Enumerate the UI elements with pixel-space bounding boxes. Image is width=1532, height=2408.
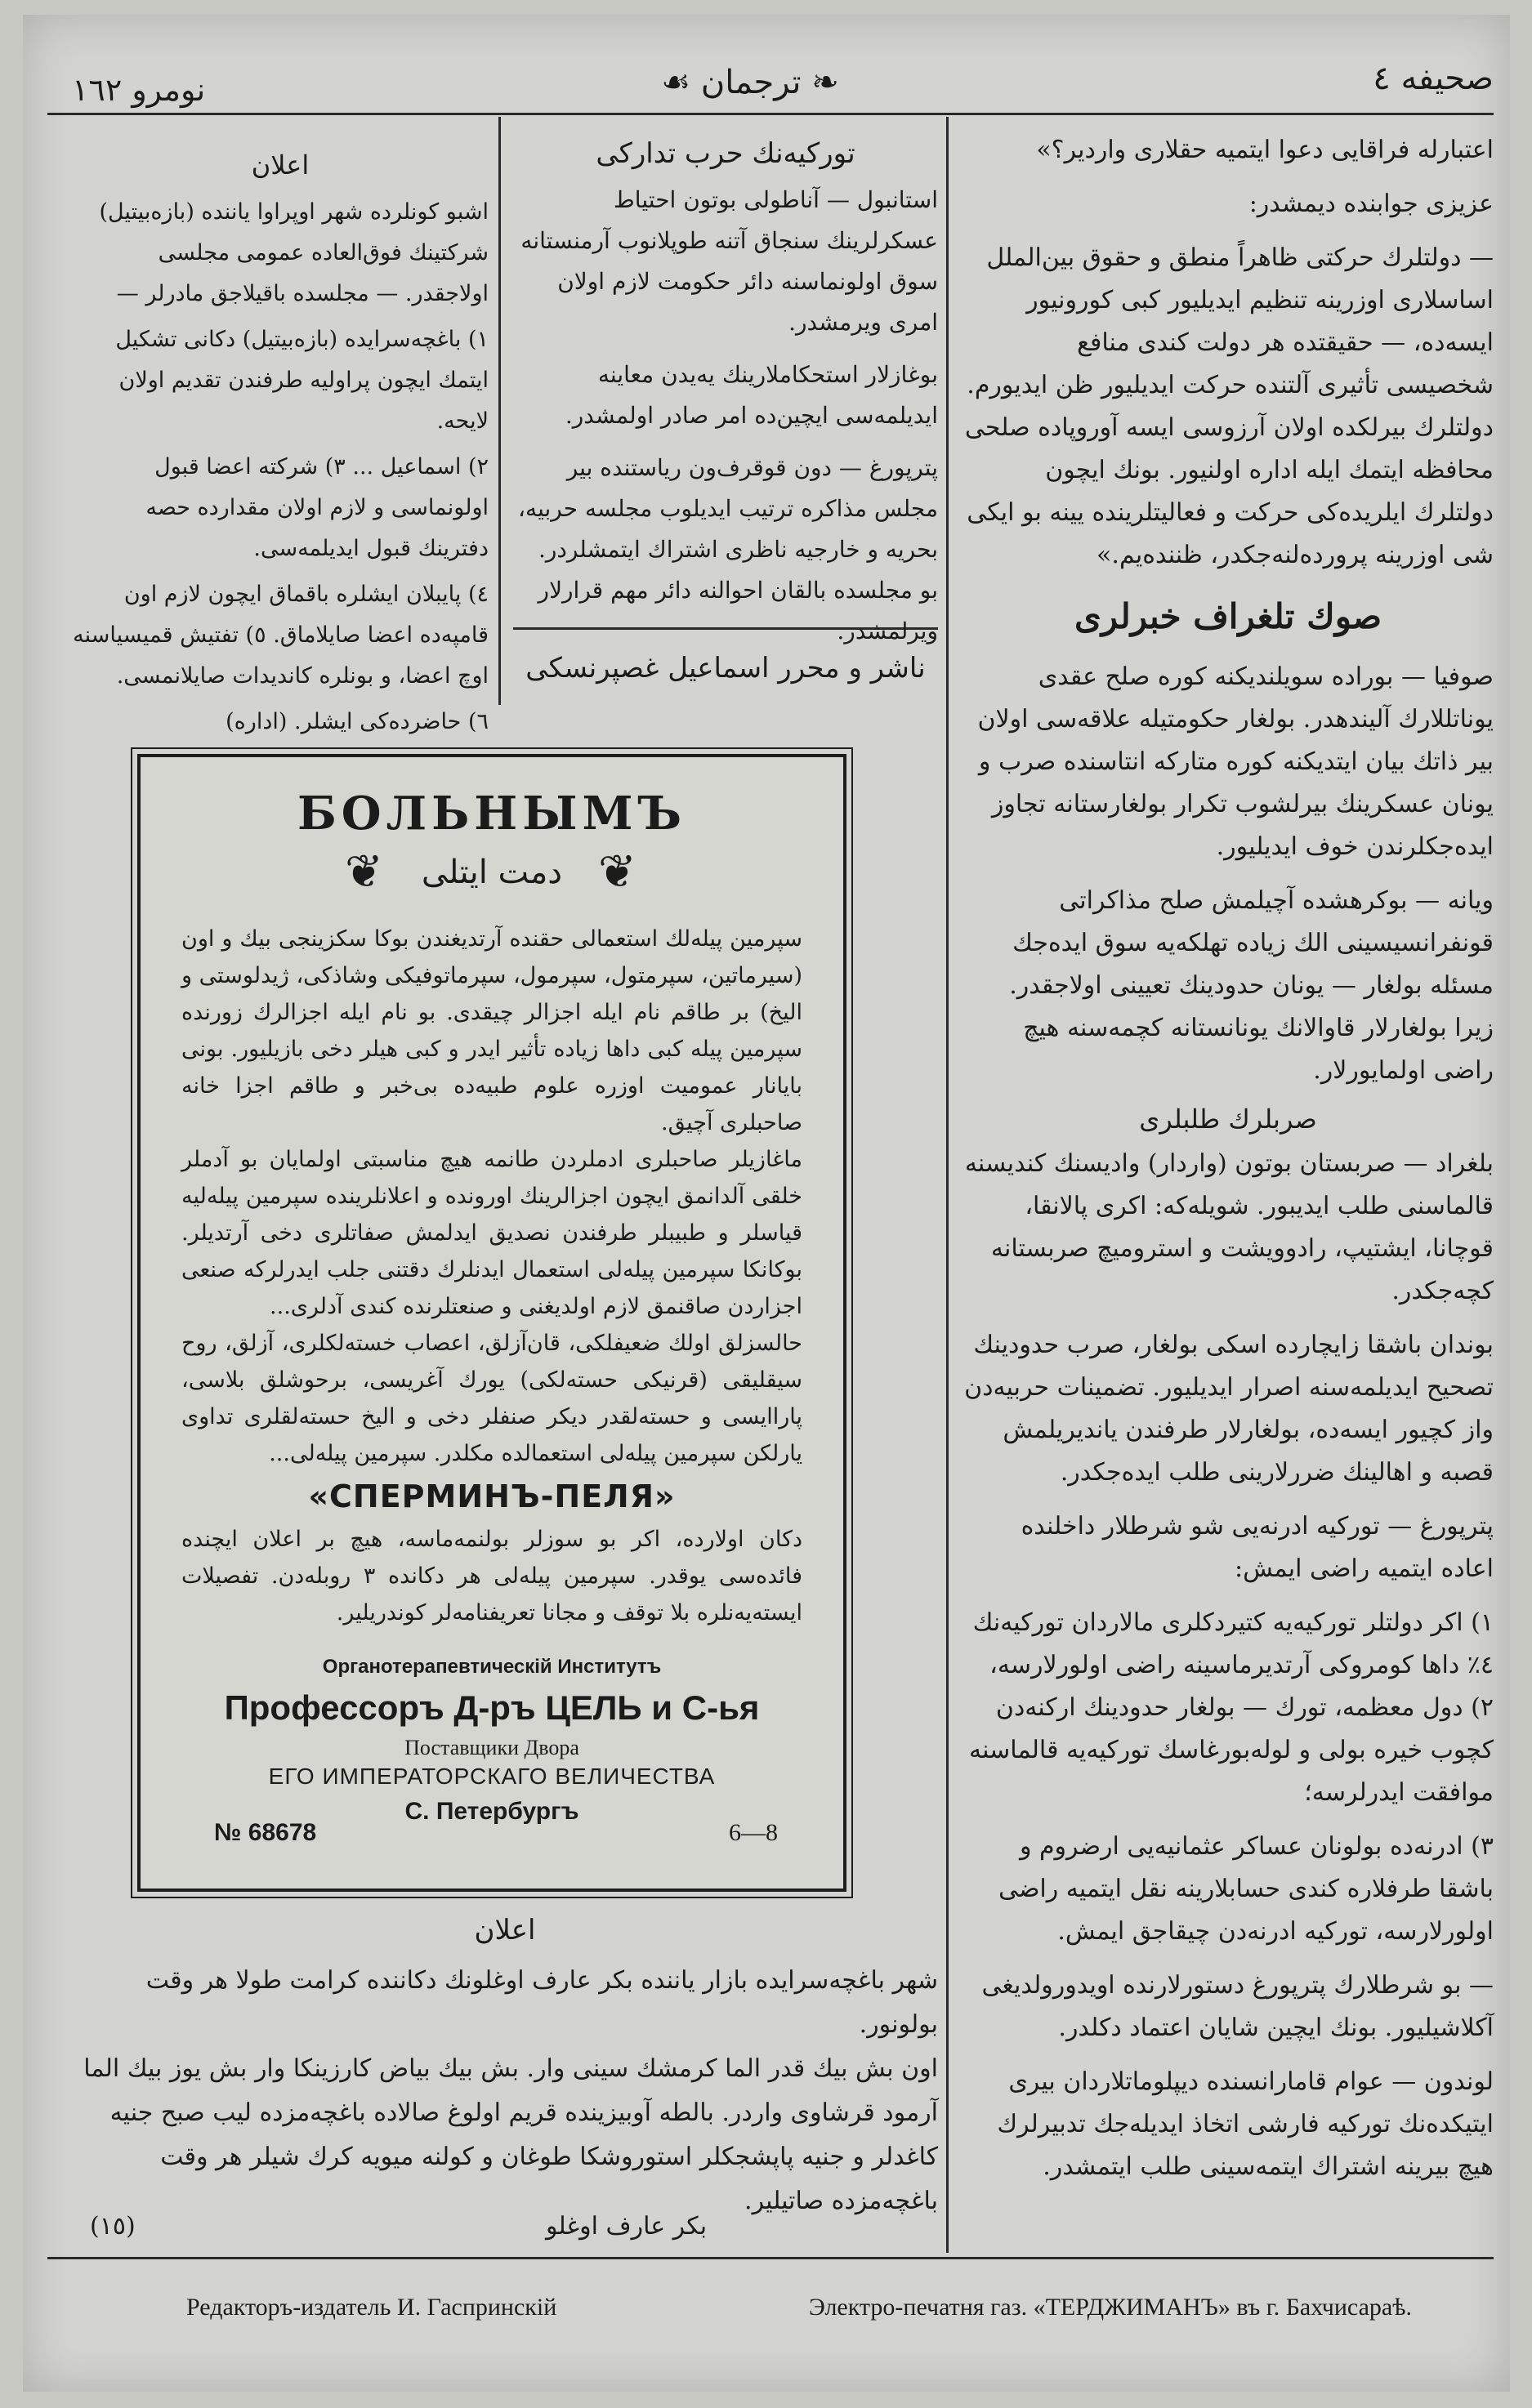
ad-body-2: ماغازیلر صاحبلری ادملردن طانمه هیچ مناسبتی اولمایان بو آدملر خلقی آلدانمق ایچون اجزالرینك اورونده و اعلانلرینده سپرمین پیله‌لیه قیاسلر و طبیبلر طرفندن نصدیق ایدلمش صفاتلری دخی آرتدیلر. بوکانکا سپرمین پیله‌لی استعمال ایدنلرك دقتنی جلب ایدرلرکه صنعی اجزاردن صاقنمق لازم اولدیغنی و صنعتلرنده کندی آدلری...	[181, 1147, 802, 1319]
left-para-4: ٤) پایبلان ایشلره باقماق ایچون لازم اون قامپه‌ده اعضا صایلاماق. ٥) تفتیش قمیسیاسنه اوچ اعضا، و بونلره کاندیدات صایلانمسی.	[73, 582, 489, 689]
imprint-footer	[186, 2294, 1412, 2321]
right-column	[963, 129, 1494, 2200]
ad-count: 6—8	[729, 1819, 778, 1846]
column-divider-left	[498, 117, 501, 705]
left-para-5: ٦) حاضرده‌کی ایشلر. (اداره)	[226, 709, 489, 734]
news-comment: — بو شرطلارك پترپورغ دستورلارنده اویدورولدیغی آکلاشیلیور. بونك ایچین شایان اعتماد دکلدر.	[981, 1971, 1494, 2042]
ad-institute: Органотерапевтическiй Институтъ	[322, 1656, 662, 1678]
middle-column	[513, 137, 938, 663]
ornament-left-icon: ❧	[801, 64, 839, 101]
ad-city: С. Петербургъ	[404, 1798, 579, 1825]
bottom-announcement	[72, 1959, 938, 2223]
footer-printer: Электро-печатня газ. «ТЕРДЖИМАНЪ» въ г. Бахчисараѣ.	[809, 2294, 1412, 2321]
paper-name-text: ترجمان	[700, 64, 802, 101]
right-intro-1: اعتبارله فراقایی دعوا ایتمیه حقلاری واردیر؟»	[1036, 136, 1494, 164]
page-number: صحیفه ٤	[1373, 60, 1494, 97]
news-sofia: صوفیا — بوراده سویلندیکنه کوره صلح عقدی یوناتللارك آلیندهدر. بولغار حکومتیله علاقه‌سی اولان بیر ذاتك بیان ایتدیکنه کوره متارکه انتاسنده صرب و یونان عسکرینك بیرلشوب تکرار بولغارستانه تجاوز ایده‌جکلرندن خوف ایدیلیور.	[977, 662, 1494, 861]
footer-editor: Редакторъ-издатель И. Гаспринскiй	[186, 2294, 557, 2321]
announcement-title: اعلان	[251, 149, 310, 181]
war-preparation-title: تورکیه‌نك حرب تدارکی	[596, 137, 855, 170]
newspaper-page	[23, 15, 1510, 2392]
ad-subtitle: دمت ایتلی	[421, 854, 563, 891]
ad-body-4: دکان اولارده، اکر بو سوزلر بولنمه‌ماسه، هیچ بر اعلان ایچنده فائده‌سی یوقدر. سپرمین پیله‌لی هر دکانده ٣ روبله‌دن. تفصیلات ایسته‌یه‌نلره بلا توقف و مجانا تعریفنامه‌لر کوندریلیر.	[181, 1527, 802, 1625]
right-intro-2: عزیزی جوابنده دیمشدر:	[1248, 190, 1494, 218]
bottom-ad-line-2: اون بش بیك قدر الما کرمشك سینی وار. بش بیك بیاض کارزینکا وار بش یوز بیك الما آرمود قرشاوی واردر. بالطه آوبیزینده قریم اولوغ صالاده باغچه‌مزده لیب صبح جنیه کاغدلر و جنیه پاپشجکلر استوروشکا طوغان و کولنه میویه کرك شیلر هر وقت باغچه‌مزده صاتیلیر.	[83, 2054, 938, 2215]
middle-para-1: استانبول — آناطولی بوتون احتیاط عسکرلرینك سنجاق آتنه طوپلانوب آرمنستانه سوق اولونماسنه دائر حکومت لازم اولان امری ویرمشدر.	[520, 186, 938, 336]
ad-suppliers: Поставщики Двора	[404, 1736, 579, 1759]
serb-demands-title: صربلرك طلبلری	[1139, 1104, 1317, 1135]
left-para-2: ١) باغچه‌سرایده (بازه‌بیتیل) دکانی تشکیل ایتمك ایچون پراولیه طرفندن تقدیم اولان لایحه.	[115, 327, 489, 434]
left-para-1: اشبو کونلرده شهر اوپراوا یاننده (بازه‌بیتیل) شرکتینك فوق‌العاده عمومی مجلسی اولاجقدر. — مجلسده باقیلاجق مادرلر —	[99, 199, 489, 306]
left-para-3: ٢) اسماعیل ... ٣) شرکته اعضا قبول اولونماسی و لازم اولان مقدارده حصه دفترینك قبول ایدیلمه‌سی.	[145, 454, 489, 561]
ad-emperor: ЕГО ИМПЕРАТОРСКАГО ВЕЛИЧЕСТВА	[268, 1764, 716, 1789]
announcement-number: (١٥)	[90, 2212, 136, 2241]
bottom-announcement-title: اعلان	[474, 1914, 536, 1946]
announcement-signature: بکر عارف اوغلو	[546, 2212, 708, 2241]
bottom-ad-line-1: شهر باغچه‌سرایده بازار یاننده بکر عارف اوغلونك دکاننده کرامت طولا هر وقت بولونور.	[145, 1966, 938, 2039]
ad-title: БОЛЬНЫМЪ	[297, 787, 687, 841]
ornament-icon: ❦	[598, 845, 636, 899]
middle-para-2: بوغازلار استحکاملارینك یه‌یدن معاینه ایدیلمه‌سی ایچین‌ده امر صادر اولمشدر.	[565, 361, 938, 429]
ornament-right-icon: ☙	[661, 64, 701, 101]
news-condition-3: ٣) ادرنه‌ده بولونان عساکر عثمانیه‌یی ارضروم و باشقا طرفلاره کندی حسابلارینه نقل ایتمیه راضی اولورلارسه، تورکیه ادرنه‌دن چیقاجق ایمش.	[998, 1832, 1494, 1946]
news-belgrade: بلغراد — صربستان بوتون (واردار) وادیسنك کندیسنه قالماسنی طلب ایدیبور. شویله‌که: اکری پالانقا، قوچانا، ایشتیپ، رادوویشت و استرومیچ صربستانه کچه‌جکدر.	[964, 1149, 1494, 1305]
right-intro-3: — دولتلرك حرکتی ظاهراً منطق و حقوق بین‌الملل اساسلاری اوزرینه تنظیم ایدیلیور کبی کورونیور ایسه‌ده، — حقیقتده هر دولت کندی منافع شخصیسی تأثیری آلتنده حرکت ایدیلیور ظن ایدیورم. دولتلرك بیرلکده اولان آرزوسی ایسه آوروپاده صلحی محافظه ایتمك ایله اداره اولنیور. بونك ایچون دولتلرك ایلریده‌کی حرکت و فعالیتلرینده یینه بو ایکی شی اوزرینه پرورده‌لنه‌جکدر، ظننده‌یم.»	[964, 243, 1494, 569]
paper-name	[652, 64, 848, 101]
header-rule	[47, 113, 1494, 115]
left-column	[72, 149, 489, 747]
publisher-line: ناشر و محرر اسماعیل غصپرنسکی	[525, 652, 926, 684]
news-london: لوندون — عوام قامارانسنده دیپلوماتلاردان بیری ایتیکده‌نك تورکیه فارشی اتخاذ ایدیله‌جك تدبیرلرك هیچ بیرینه اشتراك ایتمه‌سینی طلب ایتمشدر.	[997, 2067, 1494, 2181]
ad-body-3: حالسزلق اولك ضعیفلکی، قان‌آزلق، اعصاب خسته‌لکلری، آزلق، روح سیقلیقی (قرنیکی حسته‌لکی) یورك آغریسی، برحوشلق بلاسی، پاراایسی و حسته‌لقدر دیکر صنفلر دخی و الیخ حسته‌لقلری تداوی یارلکن سپرمین پیله‌لی استعمالده مکلدر. سپرمین پیله‌لی...	[181, 1331, 802, 1466]
column-divider-right	[946, 117, 949, 2253]
spermin-advertisement	[137, 754, 846, 1892]
telegraph-news-title: صوك تلغراف خبرلری	[1074, 596, 1382, 636]
news-border: بوندان باشقا زایچارده اسکی بولغار، صرب حدودینك تصحیح ایدیلمه‌سنه اصرار ایدیلیور. تضمینات حربیه‌دن واز کچیور ایسه‌ده، بولغارلار طرفندن یاندیریلمش قصبه و اهالینك ضررلارینی طلب ایده‌جکدر.	[964, 1331, 1494, 1487]
news-condition-1: ١) اکر دولتلر تورکیه‌یه کتیردکلری مالاردان تورکیه‌نك ٤٪ داها کومروکی آرتدیرماسینه راضی اولورلارسه، ٢) دول معظمه، تورك — بولغار حدودینك ارکنه‌دن کچوب خیره بولی و لوله‌بورغاسك تورکیه‌یه قالماسنه موافقت ایدرلرسه؛	[969, 1608, 1494, 1807]
ad-body	[181, 921, 802, 1631]
news-vienna: ویانه — بوکرهشده آچیلمش صلح مذاکراتی قونفرانسیسینی الك زیاده تهلکه‌یه سوق ایده‌جك مسئله بولغار — یونان حدودینك تعیینی اولاجقدر. زیرا بولغارلار قاوالانك یونانستانه کچمه‌سنه هیچ راضی اولمایورلار.	[1009, 886, 1494, 1085]
issue-number: نومرو ١٦٢	[72, 72, 206, 108]
ad-professor: Профессоръ Д-ръ ЦЕЛЬ и С-ья	[224, 1688, 760, 1727]
bottom-rule	[47, 2257, 1494, 2259]
ad-body-1: سپرمین پیله‌لك استعمالی حقنده آرتدیغندن بوکا سکزینجی بیك و اون (سیرماتین، سپرمتول، سپرمول، سپرماتوفیکی وشاذکی، ژیدلوستی و الیخ) بر طاقم نام ایله اجزالر چیقدی. بو نام ایله اجزالرك زورنده سپرمین پیله کبی داها زیاده تأثیر ایدر و کبی هیلر دخی بازیلیور. بونی بایانار عمومیت اوزره علوم طبیه‌ده بی‌خبر و طاقم اجزا خانه صاحبلری آچیق.	[181, 926, 802, 1135]
ad-brand: «СПЕРМИНЪ-ПЕЛЯ»	[308, 1478, 676, 1514]
news-petersburg: پترپورغ — تورکیه ادرنه‌یی شو شرطلار داخلنده اعاده ایتمیه راضی ایمش:	[1021, 1512, 1494, 1583]
ad-number: № 68678	[214, 1819, 317, 1846]
middle-para-3: پترپورغ — دون قوقرف‌ون ریاستنده بیر مجلس مذاکره ترتیب ایدیلوب مجلسه حربیه، بحریه و خارجیه ناظری اشتراك ایتمشلردر. بو مجلسده بالقان احوالنه دائر مهم قرارلار ویرلمشدر.	[518, 454, 938, 644]
ornament-icon: ❦	[345, 845, 383, 899]
